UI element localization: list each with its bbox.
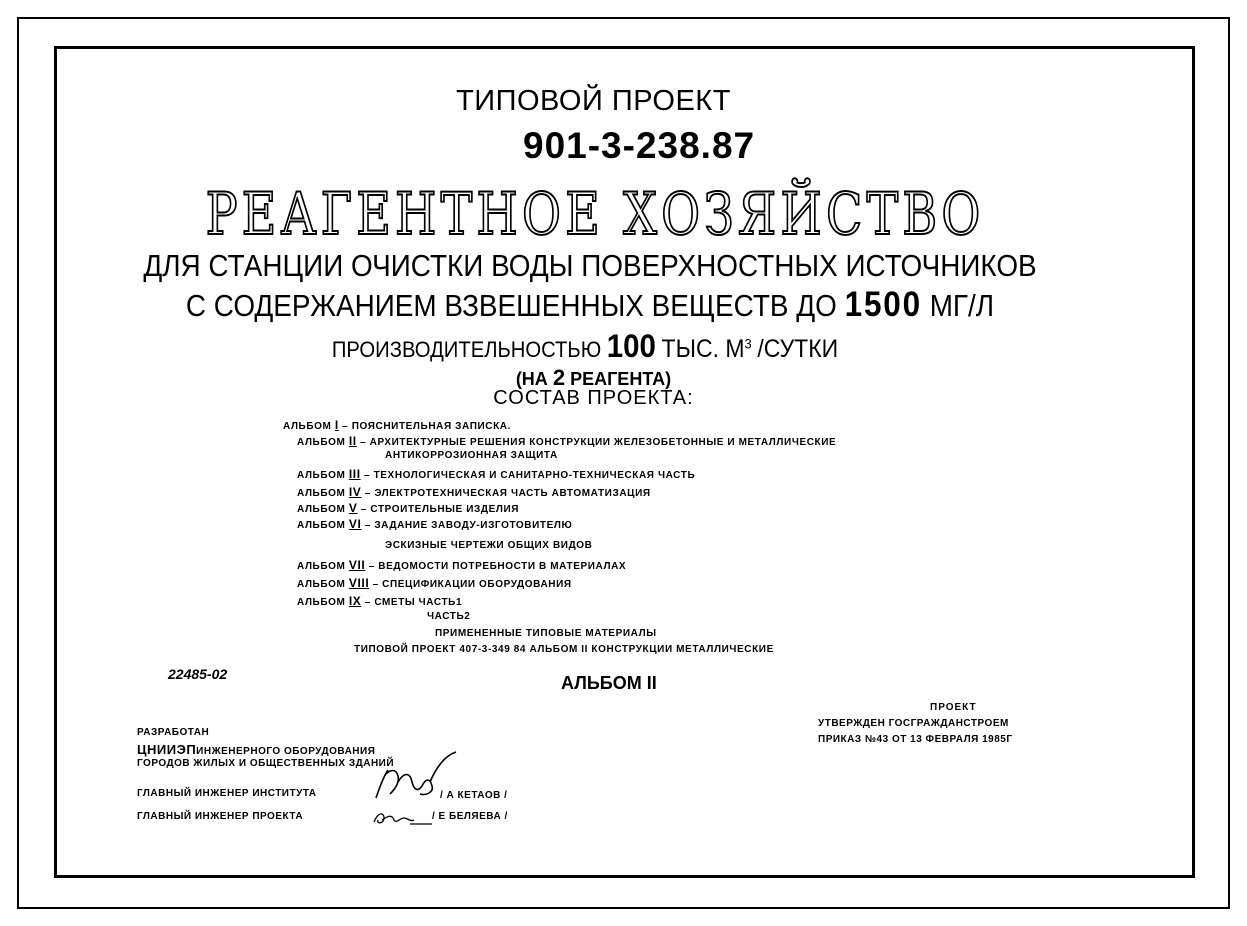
capacity-line bbox=[47, 328, 1123, 365]
developer-line1: РАЗРАБОТАН bbox=[137, 727, 210, 738]
album-row-9: АЛЬБОМ IX – СМЕТЫ ЧАСТЬ1 bbox=[297, 594, 463, 608]
album-row-6: АЛЬБОМ VI – ЗАДАНИЕ ЗАВОДУ-ИЗГОТОВИТЕЛЮ bbox=[297, 517, 573, 531]
album-num: I bbox=[334, 418, 339, 432]
album-label-main: АЛЬБОМ II bbox=[561, 673, 657, 693]
album-text: АРХИТЕКТУРНЫЕ РЕШЕНИЯ КОНСТРУКЦИИ ЖЕЛЕЗОБЕТОННЫЕ И МЕТАЛЛИЧЕСКИЕ bbox=[369, 437, 837, 448]
developer-org-short: ЦНИИЭП bbox=[137, 742, 197, 757]
composition-heading: СОСТАВ ПРОЕКТА: bbox=[493, 387, 694, 409]
capacity-unit-b: /СУТКИ bbox=[757, 335, 839, 363]
applied-project: ТИПОВОЙ ПРОЕКТ 407-3-349 84 АЛЬБОМ II КОНСТРУКЦИИ МЕТАЛЛИЧЕСКИЕ bbox=[354, 644, 774, 655]
album-label: АЛЬБОМ bbox=[297, 437, 346, 448]
album-text: ЭЛЕКТРОТЕХНИЧЕСКАЯ ЧАСТЬ АВТОМАТИЗАЦИЯ bbox=[374, 488, 651, 499]
album-row-2-cont: АНТИКОРРОЗИОННАЯ ЗАЩИТА bbox=[385, 450, 558, 461]
album-label: АЛЬБОМ bbox=[297, 579, 346, 590]
subtitle-line2-prefix: С СОДЕРЖАНИЕМ ВЗВЕШЕННЫХ ВЕЩЕСТВ ДО bbox=[185, 288, 837, 323]
album-row-6-cont: ЭСКИЗНЫЕ ЧЕРТЕЖИ ОБЩИХ ВИДОВ bbox=[385, 540, 593, 551]
album-row-4: АЛЬБОМ IV – ЭЛЕКТРОТЕХНИЧЕСКАЯ ЧАСТЬ АВТОМАТИЗАЦИЯ bbox=[297, 485, 651, 499]
album-label: АЛЬБОМ bbox=[297, 597, 346, 608]
subtitle-line2-value: 1500 bbox=[844, 285, 922, 324]
chief-project-role: ГЛАВНЫЙ ИНЖЕНЕР ПРОЕКТА bbox=[137, 811, 304, 822]
album-num: IX bbox=[348, 594, 362, 608]
album-label: АЛЬБОМ bbox=[297, 504, 346, 515]
album-num: VI bbox=[348, 517, 362, 531]
subtitle-line2-unit: МГ/Л bbox=[929, 288, 995, 323]
album-row-2: АЛЬБОМ II – АРХИТЕКТУРНЫЕ РЕШЕНИЯ КОНСТРУКЦИИ ЖЕЛЕЗОБЕТОННЫЕ И МЕТАЛЛИЧЕСКИЕ bbox=[297, 434, 837, 448]
album-row-5: АЛЬБОМ V – СТРОИТЕЛЬНЫЕ ИЗДЕЛИЯ bbox=[297, 501, 520, 515]
album-num: V bbox=[348, 501, 358, 515]
approval-line1: ПРОЕКТ bbox=[930, 702, 977, 713]
album-label: АЛЬБОМ bbox=[297, 561, 346, 572]
project-number: 901-3-238.87 bbox=[523, 125, 756, 166]
developer-org bbox=[137, 742, 375, 757]
reagents-open: (НА bbox=[515, 369, 548, 389]
album-num: VII bbox=[348, 558, 366, 572]
inventory-code: 22485-02 bbox=[168, 666, 228, 682]
album-label: АЛЬБОМ bbox=[297, 520, 346, 531]
signature-chief-institute bbox=[370, 748, 460, 806]
signature-chief-project bbox=[370, 806, 434, 830]
reagents-close: РЕАГЕНТА) bbox=[570, 369, 672, 389]
album-text: ТЕХНОЛОГИЧЕСКАЯ И САНИТАРНО-ТЕХНИЧЕСКАЯ ЧАСТЬ bbox=[373, 470, 696, 481]
album-row-8: АЛЬБОМ VIII – СПЕЦИФИКАЦИИ ОБОРУДОВАНИЯ bbox=[297, 576, 572, 590]
album-text: СМЕТЫ ЧАСТЬ1 bbox=[374, 597, 463, 608]
album-text: СПЕЦИФИКАЦИИ ОБОРУДОВАНИЯ bbox=[382, 579, 572, 590]
chief-institute-name: / А КЕТАОВ / bbox=[440, 790, 508, 801]
reagents-value: 2 bbox=[552, 365, 566, 390]
album-row-1: АЛЬБОМ I – ПОЯСНИТЕЛЬНАЯ ЗАПИСКА. bbox=[283, 418, 512, 432]
approval-line3: ПРИКАЗ №43 ОТ 13 ФЕВРАЛЯ 1985Г bbox=[818, 734, 1013, 745]
album-row-7: АЛЬБОМ VII – ВЕДОМОСТИ ПОТРЕБНОСТИ В МАТЕРИАЛАХ bbox=[297, 558, 627, 572]
album-label: АЛЬБОМ bbox=[297, 470, 346, 481]
album-row-9-cont: ЧАСТЬ2 bbox=[427, 611, 471, 622]
applied-materials: ПРИМЕНЕННЫЕ ТИПОВЫЕ МАТЕРИАЛЫ bbox=[435, 628, 657, 639]
album-num: II bbox=[348, 434, 357, 448]
subtitle-line1: ДЛЯ СТАНЦИИ ОЧИСТКИ ВОДЫ ПОВЕРХНОСТНЫХ ИСТОЧНИКОВ bbox=[143, 248, 1037, 283]
album-label: АЛЬБОМ bbox=[283, 421, 332, 432]
chief-institute-role: ГЛАВНЫЙ ИНЖЕНЕР ИНСТИТУТА bbox=[137, 788, 317, 799]
approval-line2: УТВЕРЖДЕН ГОСГРАЖДАНСТРОЕМ bbox=[818, 718, 1009, 729]
capacity-unit-a: ТЫС. М bbox=[661, 335, 745, 363]
album-text: СТРОИТЕЛЬНЫЕ ИЗДЕЛИЯ bbox=[370, 504, 520, 515]
capacity-prefix: ПРОИЗВОДИТЕЛЬНОСТЬЮ bbox=[331, 337, 602, 362]
album-text: ЗАДАНИЕ ЗАВОДУ-ИЗГОТОВИТЕЛЮ bbox=[374, 520, 573, 531]
chief-project-name: / Е БЕЛЯЕВА / bbox=[432, 811, 508, 822]
album-num: VIII bbox=[348, 576, 370, 590]
album-num: III bbox=[348, 467, 361, 481]
album-label: АЛЬБОМ bbox=[297, 488, 346, 499]
album-text: ВЕДОМОСТИ ПОТРЕБНОСТИ В МАТЕРИАЛАХ bbox=[378, 561, 627, 572]
project-type: ТИПОВОЙ ПРОЕКТ bbox=[456, 85, 731, 117]
capacity-value: 100 bbox=[606, 328, 656, 364]
developer-org-rest: ИНЖЕНЕРНОГО ОБОРУДОВАНИЯ bbox=[196, 746, 376, 757]
album-row-3: АЛЬБОМ III – ТЕХНОЛОГИЧЕСКАЯ И САНИТАРНО-ТЕХНИЧЕСКАЯ ЧАСТЬ bbox=[297, 467, 696, 481]
developer-line3: ГОРОДОВ ЖИЛЫХ И ОБЩЕСТВЕННЫХ ЗДАНИЙ bbox=[137, 758, 395, 769]
capacity-sup: 3 bbox=[744, 335, 752, 352]
album-num: IV bbox=[348, 485, 362, 499]
album-text: ПОЯСНИТЕЛЬНАЯ ЗАПИСКА. bbox=[351, 421, 512, 432]
subtitle-line2 bbox=[59, 285, 1121, 325]
document-title: РЕАГЕНТНОЕ ХОЗЯЙСТВО bbox=[205, 180, 985, 248]
